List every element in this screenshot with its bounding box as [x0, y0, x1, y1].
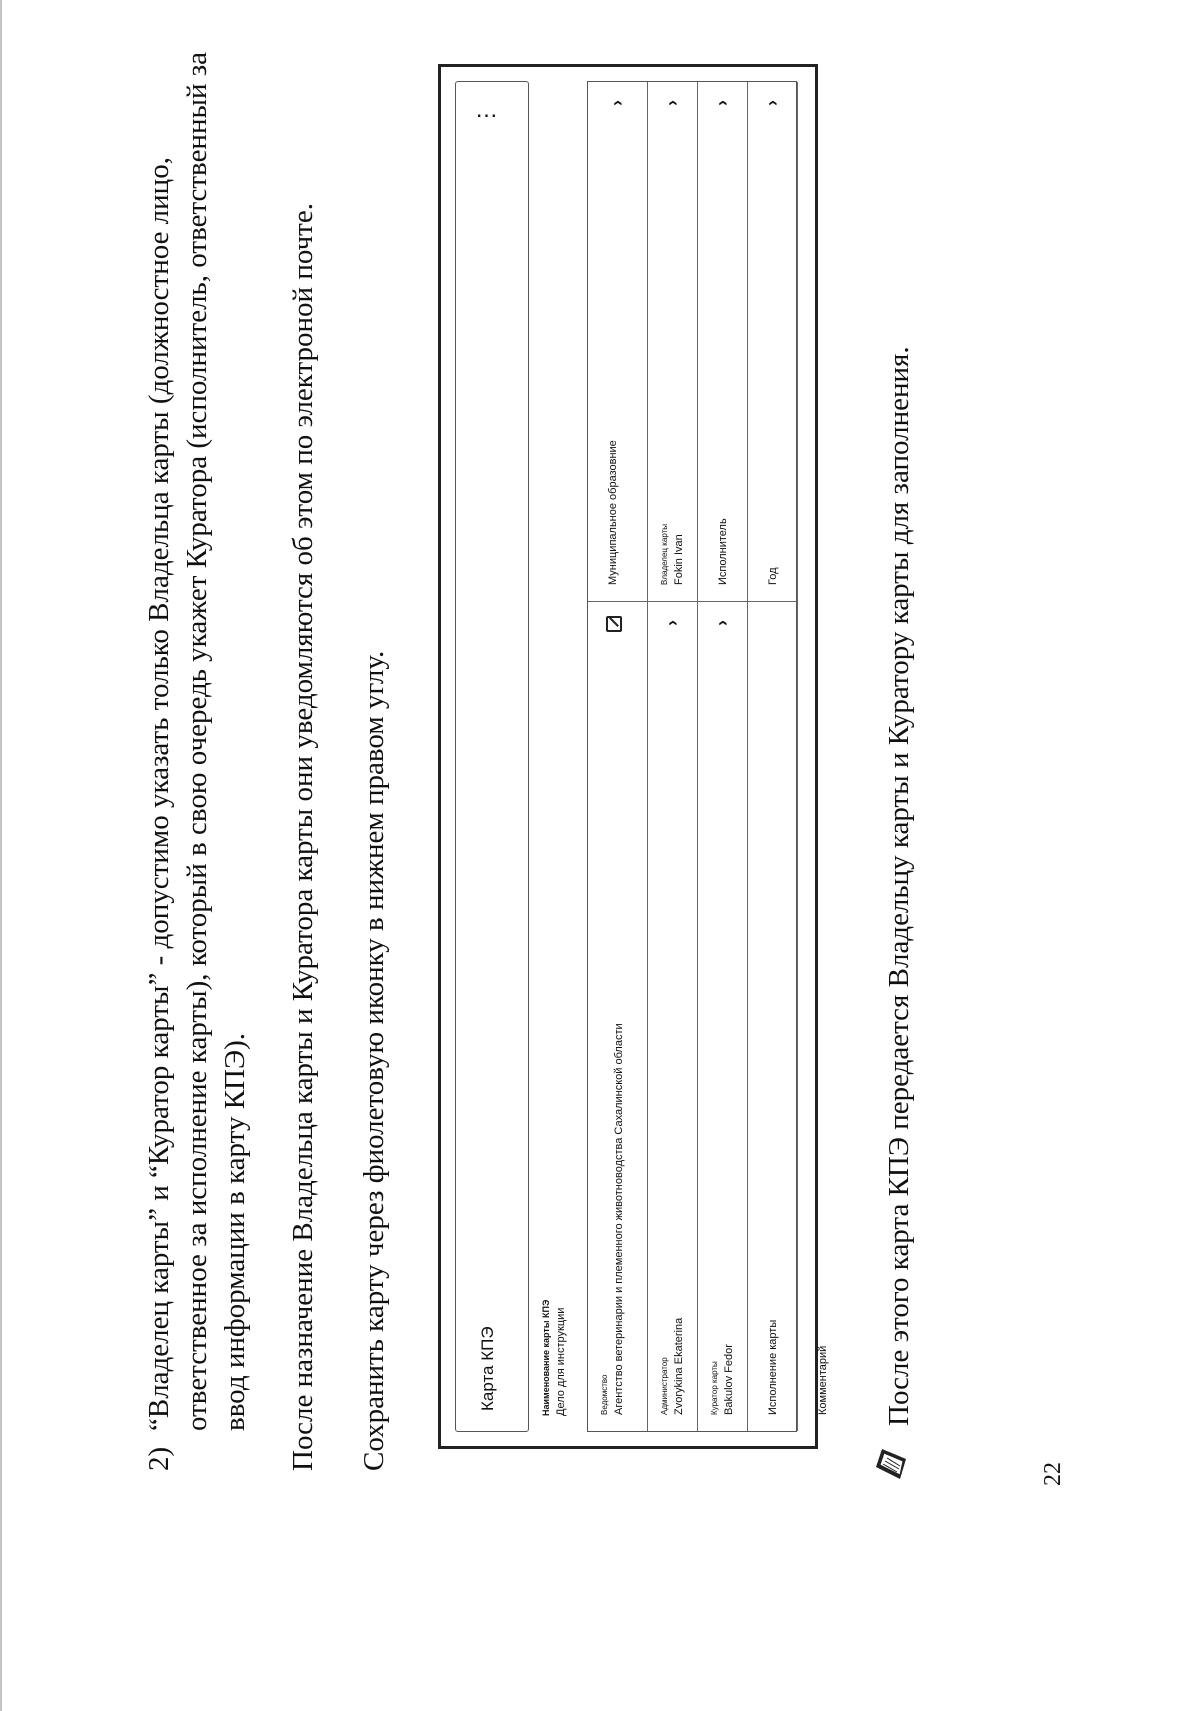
municipality-cell[interactable] — [588, 82, 647, 601]
final-paragraph: После этого карта КПЭ передается Владельцу карты и Куратору карты для заполнения. — [883, 346, 915, 1426]
chevron-right-icon[interactable]: › — [711, 100, 732, 106]
administrator-label: Администратор — [660, 1357, 669, 1415]
chevron-right-icon[interactable]: › — [661, 100, 682, 106]
table-row-curator — [698, 82, 748, 1431]
item-number: 2) — [143, 1446, 175, 1471]
department-cell[interactable] — [588, 601, 647, 1431]
curator-label: Куратор карты — [710, 1361, 719, 1415]
card-execution-cell[interactable] — [748, 601, 797, 1431]
card-details-table — [587, 81, 829, 1432]
card-execution-value: Исполнение карты — [767, 1319, 779, 1415]
page-number: 22 — [1040, 1462, 1066, 1486]
municipality-value: Муниципальное образовние — [607, 440, 619, 585]
department-label: Ведомство — [600, 1374, 609, 1415]
year-cell[interactable] — [748, 82, 797, 601]
card-title: Карта КПЭ — [478, 1326, 497, 1411]
assign-notice-paragraph: После назначение Владельца карты и Куратора карты они уведомляются об этом по электроной почте. — [287, 203, 319, 1471]
card-name-label: Наименование карты КПЭ — [541, 1299, 551, 1416]
table-row-department — [588, 82, 648, 1431]
department-value: Агентство ветеринарии и племенного животноводства Сахалинской области — [613, 1023, 625, 1415]
table-row-admin — [648, 82, 698, 1431]
chevron-right-icon[interactable]: › — [606, 100, 627, 106]
curator-value: Bakulov Fedor — [723, 1344, 735, 1415]
administrator-value: Zvorykina Ekaterina — [673, 1317, 685, 1415]
table-row-execution — [748, 82, 798, 1431]
instruction-item-2 — [140, 11, 254, 1471]
item-text: “Владелец карты” и “Куратор карты” - допустимо указать только Владельца карты (должностное лицо, ответственное за исполнение карты), который в свою очередь укажет Куратора (исполнитель, ответственный за ввод информации в карту КПЭ). — [143, 51, 251, 1431]
card-name-value: Дело для инструкции — [555, 1307, 567, 1416]
kpe-card-screenshot — [438, 64, 829, 1449]
executor-cell[interactable] — [698, 82, 747, 601]
save-instruction-paragraph: Сохранить карту через фиолетовую иконку в нижнем правом углу. — [358, 650, 390, 1471]
scan-edge-line — [0, 0, 2, 1711]
curator-cell[interactable] — [698, 601, 747, 1431]
executor-value: Исполнитель — [717, 518, 729, 585]
more-icon[interactable]: ⋯ — [475, 102, 499, 128]
administrator-cell[interactable] — [648, 601, 697, 1431]
comment-value: Комментарий — [817, 1345, 829, 1415]
chevron-right-icon[interactable]: › — [661, 620, 682, 626]
card-header — [455, 81, 529, 1432]
year-value: Год — [767, 567, 779, 585]
chevron-right-icon[interactable]: › — [711, 620, 732, 626]
card-owner-cell[interactable] — [648, 82, 697, 601]
external-link-icon[interactable] — [606, 616, 622, 632]
card-owner-value: Fokin Ivan — [673, 534, 685, 585]
card-name-field — [539, 1300, 569, 1416]
book-stamp-icon — [870, 1447, 910, 1481]
card-owner-label: Владелец карты — [660, 523, 669, 585]
chevron-right-icon[interactable]: › — [761, 100, 782, 106]
